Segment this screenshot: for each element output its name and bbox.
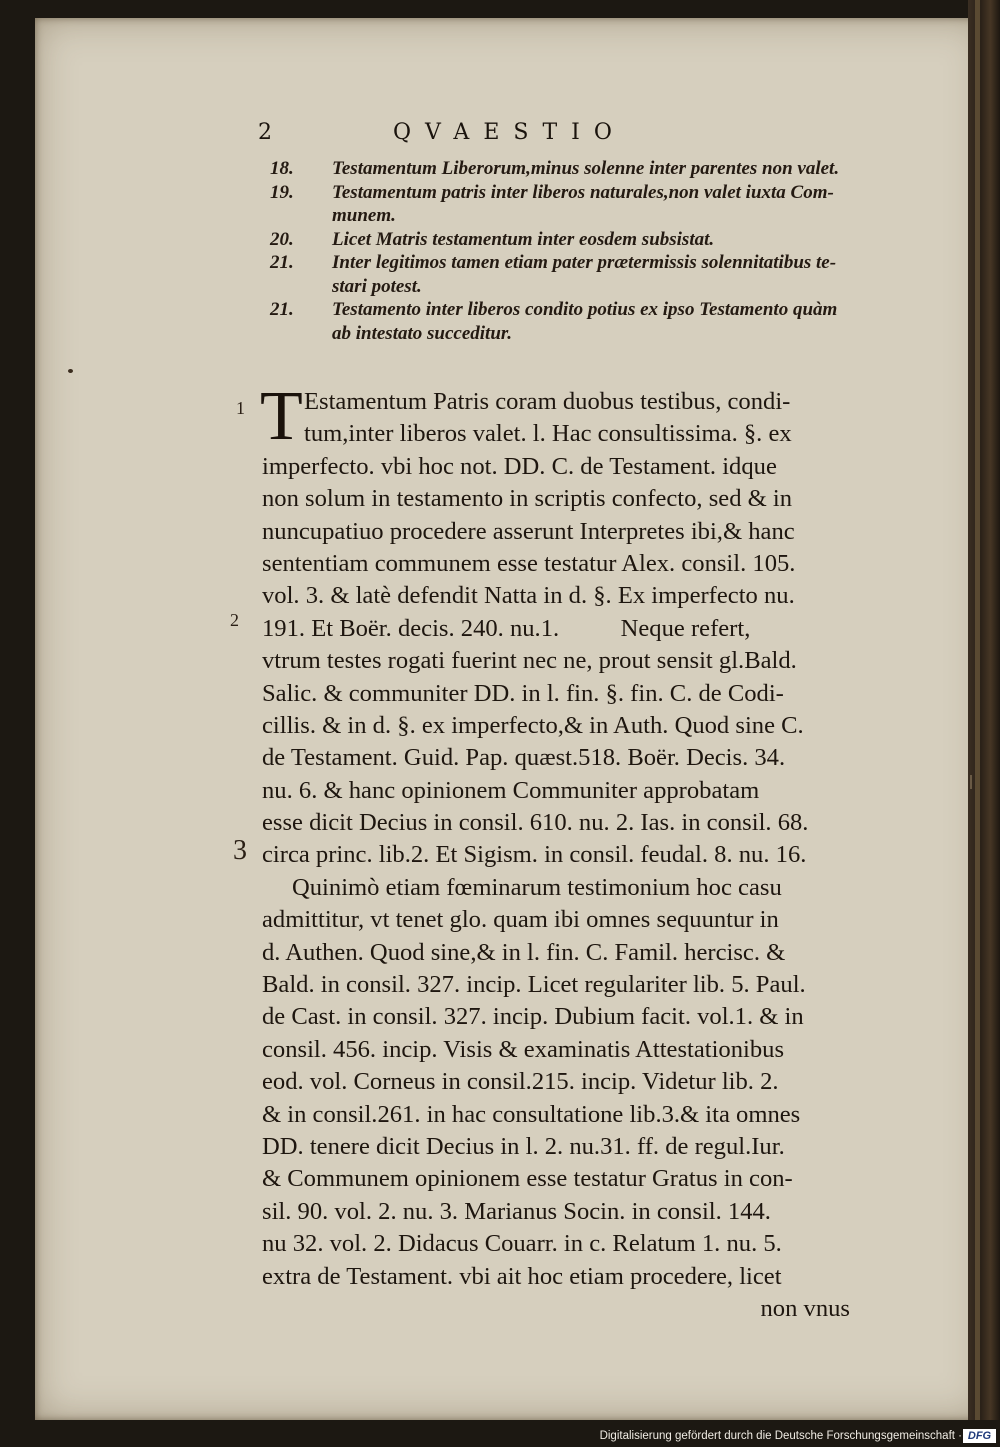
page-header — [258, 120, 858, 150]
text-line: circa princ. lib.2. Et Sigism. in consil. feudal. 8. nu. 16. — [262, 841, 807, 869]
text-line: nu 32. vol. 2. Didacus Couarr. in c. Relatum 1. nu. 5. — [262, 1230, 782, 1258]
summary-item — [270, 157, 860, 181]
text-line: non solum in testamento in scriptis confecto, sed & in — [262, 485, 793, 513]
text-line: eod. vol. Corneus in consil.215. incip. Videtur lib. 2. — [262, 1068, 779, 1096]
summary-line: Licet Matris testamentum inter eosdem subsistat. — [332, 228, 715, 250]
page-number: 2 — [258, 120, 274, 145]
text-line: nu. 6. & hanc opinionem Communiter approbatam — [262, 776, 760, 804]
summary-number: 20. — [270, 228, 294, 250]
summary-line: munem. — [332, 205, 396, 226]
summary-line: ab intestato succeditur. — [332, 322, 512, 344]
catchword: non vnus — [760, 1294, 850, 1322]
summary-line: Testamentum Liberorum,minus solenne inter parentes non valet. — [332, 158, 840, 179]
text-line: de Testament. Guid. Pap. quæst.518. Boër. Decis. 34. — [262, 744, 786, 772]
text-line: esse dicit Decius in consil. 610. nu. 2. Ias. in consil. 68. — [262, 809, 809, 837]
summary-item — [270, 298, 860, 345]
text-line: vol. 3. & latè defendit Natta in d. §. Ex imperfecto nu. — [262, 582, 795, 610]
text-line: sil. 90. vol. 2. nu. 3. Marianus Socin. in consil. 144. — [262, 1197, 771, 1225]
text-line: de Cast. in consil. 327. incip. Dubium facit. vol.1. & in — [262, 1003, 804, 1031]
text-line: & Communem opinionem esse testatur Gratus in con- — [262, 1165, 793, 1193]
text-line: & in consil.261. in hac consultatione lib.3.& ita omnes — [262, 1100, 801, 1128]
summary-line: Testamento inter liberos condito potius ex ipso Testamento quàm — [332, 299, 838, 320]
margin-number: 3 — [233, 835, 247, 866]
summary-line: Testamentum patris inter liberos naturales,non valet iuxta Com- — [332, 181, 834, 203]
text-line: Estamentum Patris coram duobus testibus, condi- — [304, 388, 791, 415]
drop-cap: T — [260, 378, 303, 455]
book-binding — [968, 0, 1000, 1420]
margin-number: 1 — [236, 398, 245, 418]
text-line: admittitur, vt tenet glo. quam ibi omnes sequuntur in — [262, 906, 779, 934]
summary-line: Inter legitimos tamen etiam pater prætermissis solennitatibus te- — [332, 252, 837, 273]
summary-item — [270, 228, 860, 252]
ink-speck — [68, 369, 73, 373]
summary-number: 18. — [270, 158, 294, 179]
text-line: nuncupatiuo procedere asserunt Interpretes ibi,& hanc — [262, 517, 795, 545]
text-line: Quinimò etiam fœminarum testimonium hoc casu — [292, 873, 782, 901]
text-line: DD. tenere dicit Decius in l. 2. nu.31. ff. de regul.Iur. — [262, 1132, 785, 1160]
summary-item — [270, 181, 860, 228]
text-line: imperfecto. vbi hoc not. DD. C. de Testament. idque — [262, 452, 777, 480]
body-text — [260, 378, 850, 1325]
summary-list — [270, 157, 860, 345]
text-line: consil. 456. incip. Visis & examinatis Attestationibus — [262, 1035, 785, 1063]
text-line: extra de Testament. vbi ait hoc etiam procedere, licet — [262, 1262, 782, 1290]
margin-number: 2 — [230, 610, 239, 630]
running-title: QVAESTIO — [393, 120, 626, 145]
text-line: tum,inter liberos valet. l. Hac consultissima. §. ex — [304, 420, 792, 448]
text-line: sententiam communem esse testatur Alex. consil. 105. — [262, 549, 796, 577]
text-line: 191. Et Boër. decis. 240. nu.1. Neque refert, — [262, 614, 751, 642]
text-line: Salic. & communiter DD. in l. fin. §. fin. C. de Codi- — [262, 679, 784, 707]
text-line: d. Authen. Quod sine,& in l. fin. C. Famil. hercisc. & — [262, 938, 786, 966]
summary-item — [270, 251, 860, 298]
dfg-logo: DFG — [963, 1429, 996, 1443]
text-line: vtrum testes rogati fuerint nec ne, prout sensit gl.Bald. — [262, 647, 797, 675]
text-line: Bald. in consil. 327. incip. Licet regulariter lib. 5. Paul. — [262, 971, 806, 999]
page-mark — [970, 775, 972, 789]
binding-edge — [975, 0, 980, 1420]
summary-number: 19. — [270, 181, 294, 203]
summary-line: stari potest. — [332, 275, 422, 297]
summary-number: 21. — [270, 252, 294, 273]
text-line: cillis. & in d. §. ex imperfecto,& in Auth. Quod sine C. — [262, 711, 804, 739]
digitization-credit: Digitalisierung gefördert durch die Deutsche Forschungsgemeinschaft · — [599, 1430, 962, 1442]
summary-number: 21. — [270, 299, 294, 320]
